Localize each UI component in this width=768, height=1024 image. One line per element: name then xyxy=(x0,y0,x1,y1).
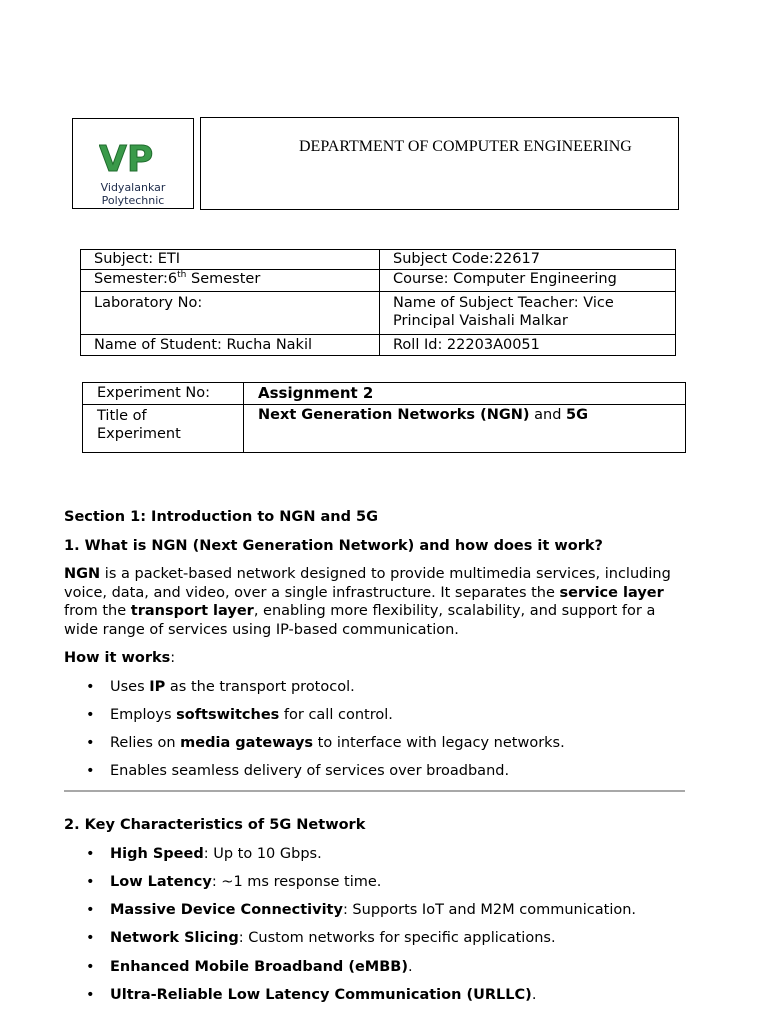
roll-cell: Roll Id: 22203A0051 xyxy=(380,335,676,356)
list-item: • Employs softswitches for call control. xyxy=(64,706,704,725)
college-logo xyxy=(72,118,194,209)
experiment-no-label: Experiment No: xyxy=(83,383,244,405)
student-cell: Name of Student: Rucha Nakil xyxy=(81,335,380,356)
subject-cell: Subject: ETI xyxy=(81,250,380,270)
department-title: DEPARTMENT OF COMPUTER ENGINEERING xyxy=(299,138,632,155)
vp-logo-icon xyxy=(99,141,169,175)
how-it-works-list xyxy=(64,678,704,781)
section-2-heading: 2. Key Characteristics of 5G Network xyxy=(64,817,366,833)
list-item: • Ultra-Reliable Low Latency Communication (URLLC). xyxy=(64,986,704,1005)
list-item: • Network Slicing: Custom networks for specific applications. xyxy=(64,929,704,948)
title-value: Next Generation Networks (NGN) and 5G xyxy=(244,405,686,453)
semester-cell: Semester:6th Semester xyxy=(81,270,380,292)
subject-code-cell: Subject Code:22617 xyxy=(380,250,676,270)
course-cell: Course: Computer Engineering xyxy=(380,270,676,292)
characteristics-list xyxy=(64,845,704,1005)
table-row xyxy=(81,292,676,335)
table-row xyxy=(83,383,686,405)
section-2 xyxy=(64,816,704,1004)
section-divider xyxy=(64,790,685,792)
table-row xyxy=(81,270,676,292)
list-item: • Massive Device Connectivity: Supports IoT and M2M communication. xyxy=(64,901,704,920)
list-item: • Low Latency: ~1 ms response time. xyxy=(64,873,704,892)
table-row xyxy=(81,335,676,356)
table-row xyxy=(81,250,676,270)
how-it-works-label: How it works: xyxy=(64,650,176,666)
logo-line-1: Vidyalankar xyxy=(100,181,166,194)
list-item: • Enables seamless delivery of services over broadband. xyxy=(64,762,704,781)
list-item: • High Speed: Up to 10 Gbps. xyxy=(64,845,704,864)
ngn-paragraph: NGN is a packet-based network designed to provide multimedia services, including voice, data, and video, over a single infrastructure. It separates the service layer from the transport layer, enabling more flexibility, scalability, and support for a wide range of services using IP-based communication. xyxy=(64,566,671,638)
section-1-heading: Section 1: Introduction to NGN and 5G xyxy=(64,509,379,525)
logo-letters: VP xyxy=(99,141,154,175)
list-item: • Enhanced Mobile Broadband (eMBB). xyxy=(64,958,704,977)
list-item: • Relies on media gateways to interface with legacy networks. xyxy=(64,734,704,753)
document-body xyxy=(64,508,704,780)
experiment-no-value: Assignment 2 xyxy=(244,383,686,405)
title-label: Title of Experiment xyxy=(83,405,244,453)
department-box xyxy=(200,117,679,210)
info-table xyxy=(80,249,676,356)
list-item: • Uses IP as the transport protocol. xyxy=(64,678,704,697)
question-1: 1. What is NGN (Next Generation Network) and how does it work? xyxy=(64,537,603,554)
logo-line-2: Polytechnic xyxy=(101,194,165,207)
experiment-table xyxy=(82,382,686,453)
table-row xyxy=(83,405,686,453)
lab-no-cell: Laboratory No: xyxy=(81,292,380,335)
teacher-cell: Name of Subject Teacher: Vice Principal Vaishali Malkar xyxy=(380,292,676,335)
